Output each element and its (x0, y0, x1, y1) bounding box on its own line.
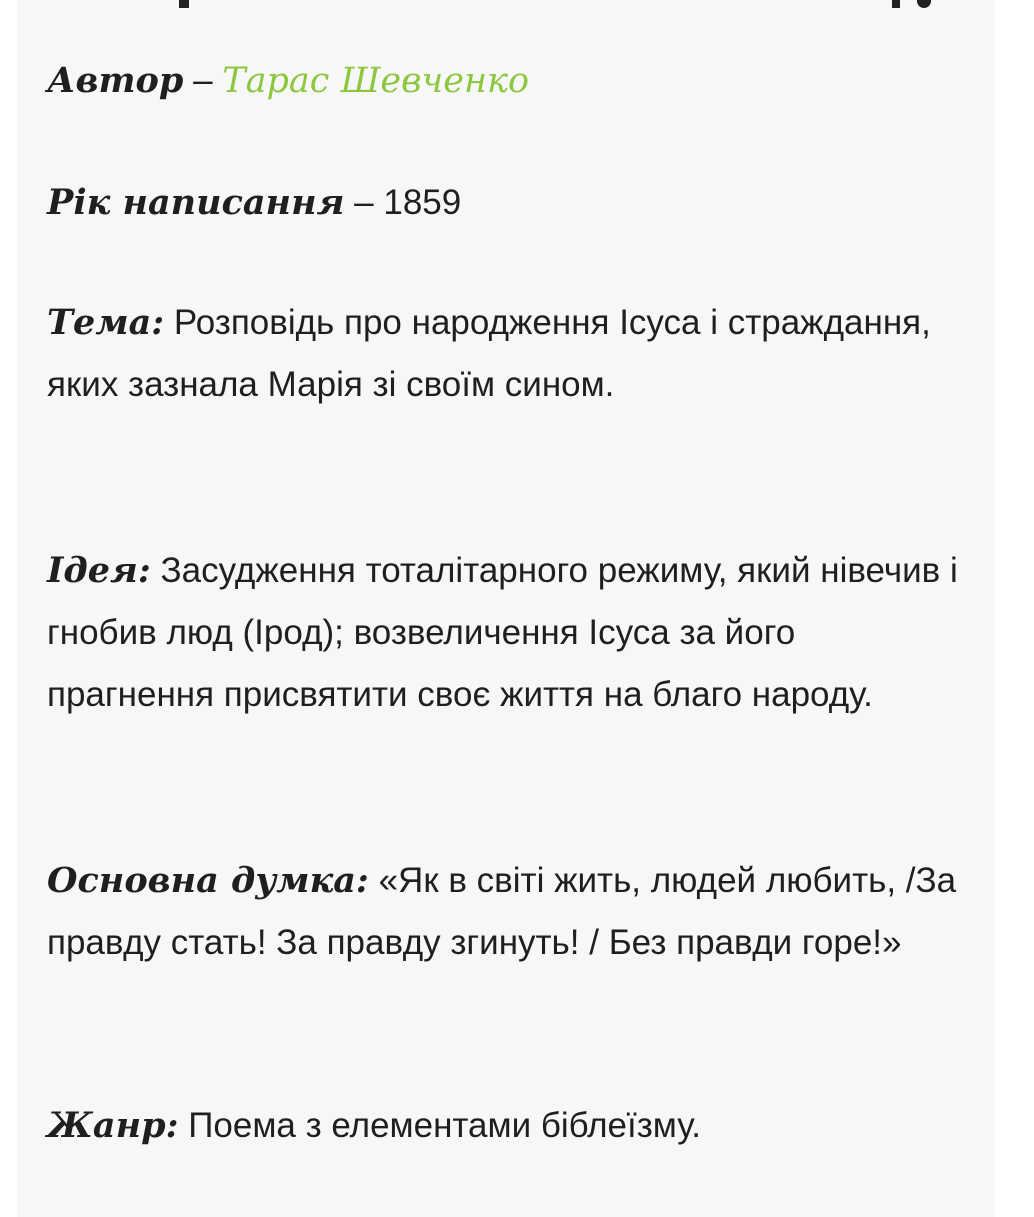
main-thought-text: «Як в світі жить, людей любить, /За правду стать! За правду згинуть! / Без правди горе!» (47, 861, 957, 962)
cut-off-glyph (179, 0, 189, 8)
cut-off-text-line (47, 0, 967, 6)
main-thought-label: Основна думка: (47, 860, 369, 901)
author-separator: – (183, 61, 223, 100)
year-paragraph (47, 172, 967, 234)
idea-paragraph (47, 540, 967, 726)
theme-label: Тема: (47, 302, 165, 343)
content-card (17, 0, 995, 1217)
year-value: 1859 (383, 183, 462, 222)
year-label: Рік написання (47, 182, 345, 223)
cut-off-glyph (917, 0, 931, 8)
genre-label: Жанр: (47, 1105, 179, 1146)
author-link[interactable]: Тарас Шевченко (222, 61, 530, 101)
genre-paragraph (47, 1095, 967, 1157)
idea-text: Засудження тоталітарного режиму, який нівечив і гнобив люд (Ірод); возвеличення Ісуса за його прагнення присвятити своє життя на благо народу. (47, 551, 958, 714)
genre-text: Поема з елементами біблеїзму. (178, 1106, 701, 1145)
theme-paragraph (47, 292, 967, 416)
year-separator: – (344, 183, 384, 222)
main-thought-paragraph (47, 850, 967, 974)
idea-label: Ідея: (47, 550, 151, 591)
cut-off-glyph (892, 0, 900, 8)
author-paragraph (47, 50, 967, 112)
author-label: Автор (47, 60, 184, 101)
theme-text: Розповідь про народження Ісуса і страждання, яких зазнала Марія зі своїм сином. (47, 303, 931, 404)
